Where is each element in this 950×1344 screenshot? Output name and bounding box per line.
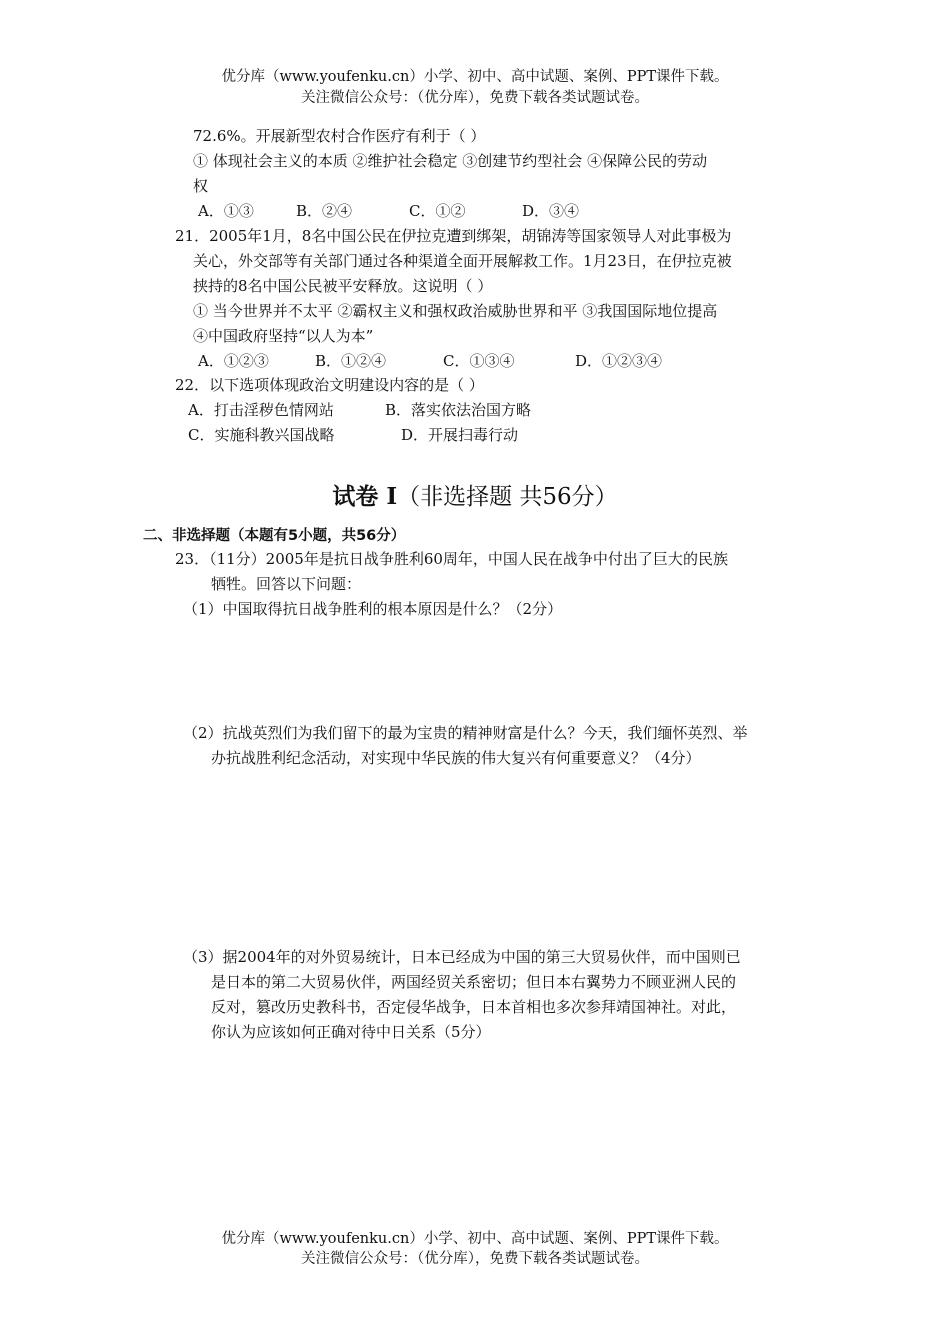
footer-line-2: 关注微信公众号：（优分库），免费下载各类试题试卷。 <box>301 1251 649 1267</box>
header-line-1: 优分库（www.youfenku.cn）小学、初中、高中试题、案例、PPT课件下载。 <box>221 69 729 85</box>
q20-option-c: C．①② <box>409 202 466 220</box>
q20-options <box>198 200 579 222</box>
q21-statements-line-2: ④中国政府坚持“以人为本” <box>193 327 374 345</box>
q23-sub-question-1: （1）中国取得抗日战争胜利的根本原因是什么？（2分） <box>183 600 563 618</box>
q23-sub-question-3-line-3: 反对，篡改历史教科书，否定侵华战争，日本首相也多次参拜靖国神社。对此， <box>211 998 737 1016</box>
part-two-heading: 二、非选择题（本题有5小题，共56分） <box>143 528 406 544</box>
q20-option-a: A．①③ <box>198 202 254 220</box>
q22-option-c: C．实施科教兴国战略 <box>188 426 335 444</box>
q21-stem-line-3: 挟持的8名中国公民被平安释放。这说明（ ） <box>193 277 493 295</box>
q21-option-d: D．①②③④ <box>575 352 663 370</box>
q20-statements-line-1: ① 体现社会主义的本质 ②维护社会稳定 ③创建节约型社会 ④保障公民的劳动 <box>193 152 708 170</box>
footer-line-1: 优分库（www.youfenku.cn）小学、初中、高中试题、案例、PPT课件下载。 <box>221 1231 729 1247</box>
q20-option-b: B．②④ <box>296 202 353 220</box>
q23-stem-line-1: 23．（11分）2005年是抗日战争胜利60周年，中国人民在战争中付出了巨大的民族 <box>175 550 728 568</box>
section-title-sub: （非选择题 共56分） <box>397 484 618 510</box>
q23-sub-question-2-line-2: 办抗战胜利纪念活动，对实现中华民族的伟大复兴有何重要意义？（4分） <box>211 749 701 767</box>
q21-option-b: B．①②④ <box>315 352 387 370</box>
q22-option-d: D．开展扫毒行动 <box>401 426 519 444</box>
q21-stem-line-2: 关心，外交部等有关部门通过各种渠道全面开展解救工作。1月23日，在伊拉克被 <box>193 252 732 270</box>
q20-statements-line-2: 权 <box>193 177 209 195</box>
q22-stem: 22．以下选项体现政治文明建设内容的是（ ） <box>175 376 484 394</box>
q21-option-a: A．①②③ <box>198 352 269 370</box>
q22-option-b: B．落实依法治国方略 <box>385 401 532 419</box>
q21-option-c: C．①③④ <box>443 352 515 370</box>
q21-options <box>198 350 662 372</box>
q22-options-row-2 <box>188 424 518 446</box>
q20-option-d: D．③④ <box>522 202 580 220</box>
q21-statements-line-1: ① 当今世界并不太平 ②霸权主义和强权政治威胁世界和平 ③我国国际地位提高 <box>193 302 718 320</box>
q21-stem-line-1: 21．2005年1月，8名中国公民在伊拉克遭到绑架，胡锦涛等国家领导人对此事极为 <box>175 227 732 245</box>
section-title-main: 试卷 I <box>332 483 398 510</box>
q23-sub-question-3-line-1: （3）据2004年的对外贸易统计，日本已经成为中国的第三大贸易伙伴，而中国则已 <box>183 948 741 966</box>
header-line-2: 关注微信公众号：（优分库），免费下载各类试题试卷。 <box>301 90 649 106</box>
q23-sub-question-2-line-1: （2）抗战英烈们为我们留下的最为宝贵的精神财富是什么？今天，我们缅怀英烈、举 <box>183 724 748 742</box>
q23-sub-question-3-line-2: 是日本的第二大贸易伙伴，两国经贸关系密切；但日本右翼势力不顾亚洲人民的 <box>211 973 737 991</box>
q22-option-a: A．打击淫秽色情网站 <box>188 401 334 419</box>
q20-stem: 72.6%。开展新型农村合作医疗有利于（ ） <box>193 127 486 145</box>
q23-stem-line-2: 牺牲。回答以下问题： <box>211 575 362 593</box>
section-title <box>0 482 950 512</box>
q23-sub-question-3-line-4: 你认为应该如何正确对待中日关系（5分） <box>211 1023 491 1041</box>
q22-options-row-1 <box>188 399 531 421</box>
